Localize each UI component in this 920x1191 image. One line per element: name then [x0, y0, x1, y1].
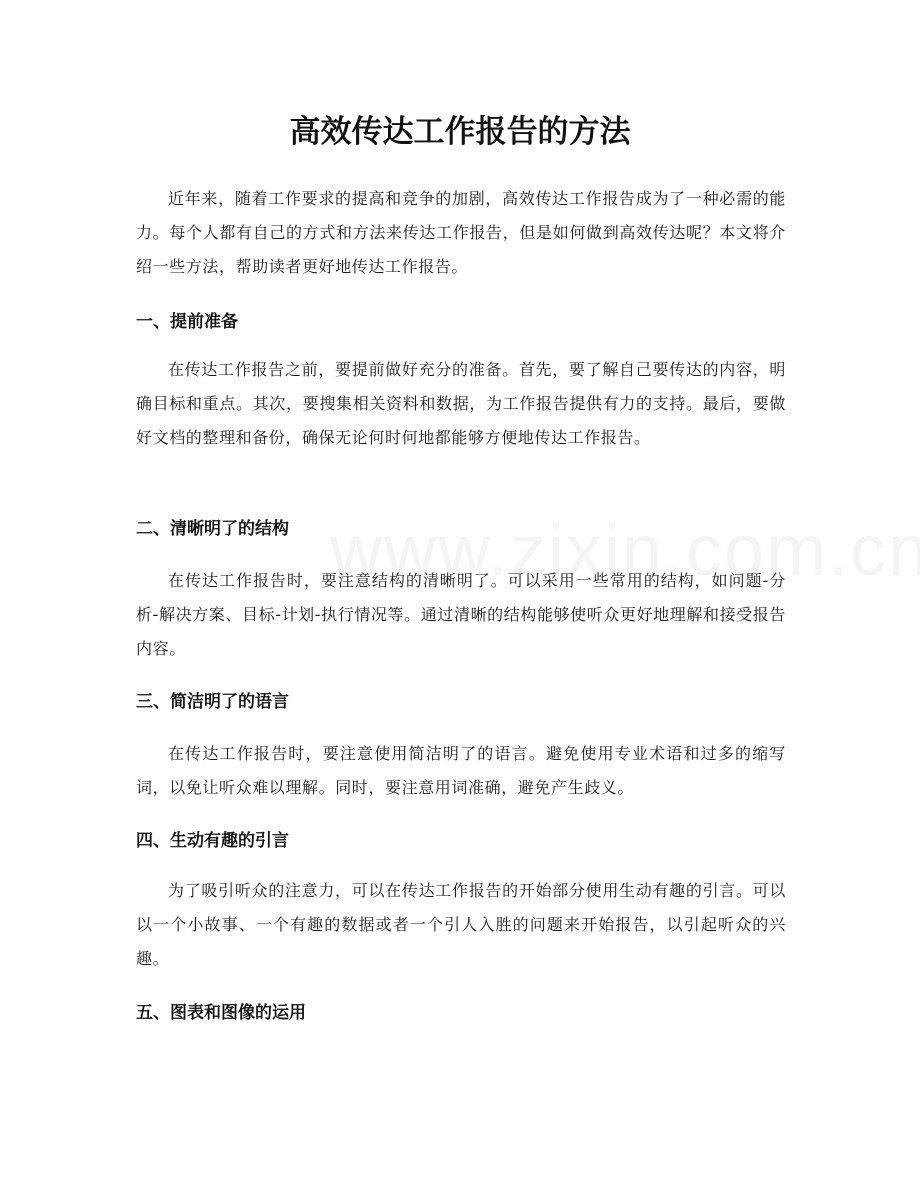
section-heading-1: 一、提前准备 [136, 312, 238, 332]
section-heading-4: 四、生动有趣的引言 [136, 831, 289, 851]
section-body-1: 在传达工作报告之前，要提前做好充分的准备。首先，要了解自己要传达的内容，明确目标和重点。其次，要搜集相关资料和数据，为工作报告提供有力的支持。最后，要做好文档的整理和备份，确保无论何时何地都能够方便地传达工作报告。 [136, 360, 786, 447]
section-body-3: 在传达工作报告时，要注意使用简洁明了的语言。避免使用专业术语和过多的缩写词，以免让听众难以理解。同时，要注意用词准确，避免产生歧义。 [136, 744, 786, 797]
section-heading-2: 二、清晰明了的结构 [136, 519, 289, 539]
document-title: 高效传达工作报告的方法 [289, 114, 631, 150]
section-heading-3: 三、简洁明了的语言 [136, 692, 289, 712]
section-heading-5: 五、图表和图像的运用 [136, 1003, 306, 1023]
section-body-2: 在传达工作报告时，要注意结构的清晰明了。可以采用一些常用的结构，如问题-分析-解决方案、目标-计划-执行情况等。通过清晰的结构能够使听众更好地理解和接受报告内容。 [136, 571, 786, 658]
section-body-4: 为了吸引听众的注意力，可以在传达工作报告的开始部分使用生动有趣的引言。可以以一个小故事、一个有趣的数据或者一个引人入胜的问题来开始报告，以引起听众的兴趣。 [136, 881, 786, 968]
intro-paragraph: 近年来，随着工作要求的提高和竞争的加剧，高效传达工作报告成为了一种必需的能力。每个人都有自己的方式和方法来传达工作报告，但是如何做到高效传达呢？本文将介绍一些方法，帮助读者更好地传达工作报告。 [136, 189, 786, 276]
